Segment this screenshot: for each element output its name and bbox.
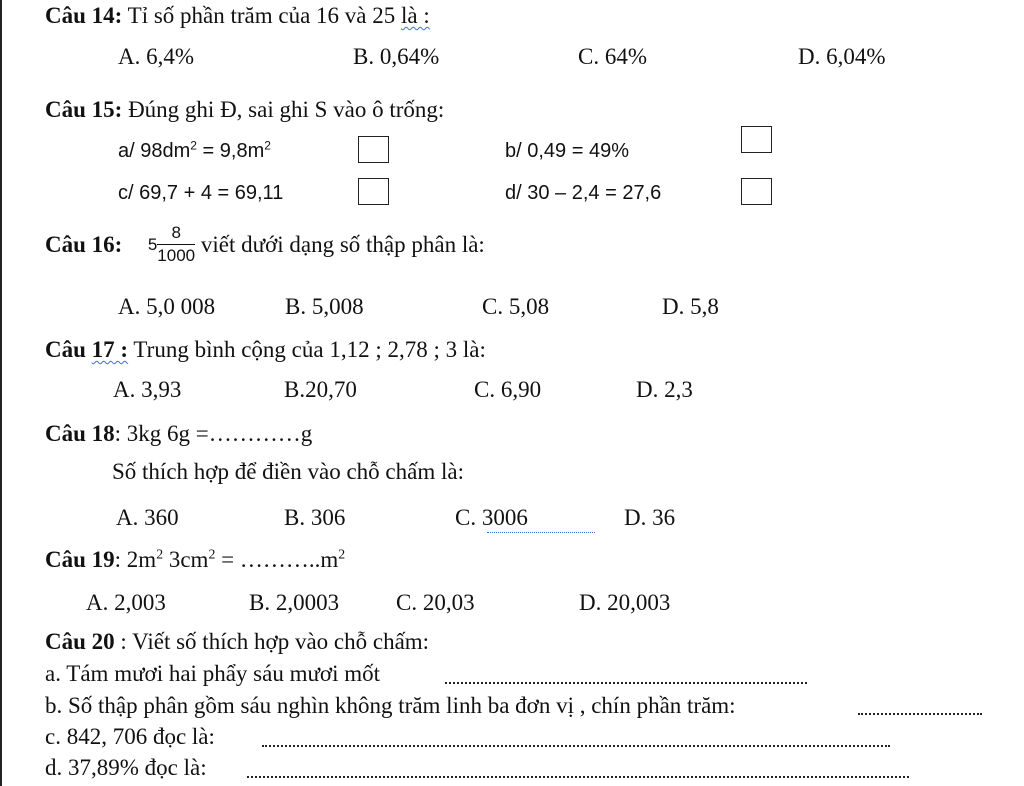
q16-text: viết dưới dạng số thập phân là:: [195, 231, 485, 257]
q18-option-c-text: C. 3006: [455, 505, 528, 530]
q17-option-c: C. 6,90: [474, 377, 542, 402]
q15-a-sup: 2: [190, 138, 197, 153]
q15-item-d: d/ 30 – 2,4 = 27,6: [505, 182, 662, 204]
q20-answer-line-a[interactable]: [445, 681, 807, 684]
q19-sup-b: 2: [208, 546, 216, 562]
q20-item-c: c. 842, 706 đọc là:: [45, 724, 215, 749]
q15-answer-box-a[interactable]: [358, 136, 389, 163]
q14-label: Câu 14:: [45, 3, 123, 28]
q20-answer-line-d[interactable]: [247, 775, 909, 778]
q15-item-a: [118, 138, 271, 162]
question-15: [45, 98, 444, 121]
q19-blank[interactable]: ………..: [239, 547, 321, 572]
q18-option-a: A. 360: [116, 505, 179, 530]
q18-option-d: D. 36: [624, 505, 676, 530]
q15-label: Câu 15:: [45, 97, 123, 122]
q18-prompt: Số thích hợp để điền vào chỗ chấm là:: [112, 459, 464, 484]
q17-option-a: A. 3,93: [113, 377, 182, 402]
q20-text: : Viết số thích hợp vào chỗ chấm:: [120, 629, 430, 654]
q16-option-a: A. 5,0 008: [118, 294, 216, 319]
q17-option-b: B.20,70: [284, 377, 357, 402]
q15-text: Đúng ghi Đ, sai ghi S vào ô trống:: [122, 97, 445, 122]
q15-a-prefix: a/: [118, 140, 141, 162]
q16-option-d: D. 5,8: [662, 294, 719, 319]
q14-option-a: A. 6,4%: [118, 44, 195, 69]
q17-text: Trung bình cộng của 1,12 ; 2,78 ; 3 là:: [128, 337, 486, 362]
q20-item-b: b. Số thập phân gồm sáu nghìn không trăm linh ba đơn vị , chín phần trăm:: [45, 693, 736, 718]
q15-answer-box-b[interactable]: [741, 126, 772, 153]
q16-fraction: [157, 224, 195, 265]
q17-label: [45, 337, 128, 362]
q19-text-a: : 2m: [114, 547, 157, 572]
q19-sup-a: 2: [156, 546, 164, 562]
q18-option-b: B. 306: [284, 505, 346, 530]
q18-blank[interactable]: …………: [208, 421, 301, 446]
q20-label: Câu 20: [45, 629, 121, 654]
q20-answer-line-b[interactable]: [858, 712, 982, 715]
q16-whole: 5: [147, 234, 158, 254]
q20-item-a: a. Tám mươi hai phẩy sáu mươi mốt: [45, 661, 381, 686]
q14-text: Tỉ số phần trăm của 16 và 25: [122, 3, 402, 28]
q19-text-c: =: [215, 547, 240, 572]
q15-a-sup2: 2: [264, 138, 271, 153]
question-17: [45, 338, 486, 361]
q17-label-number: 17 :: [91, 337, 129, 362]
q15-a-right: = 9,8m: [196, 140, 265, 162]
q20-answer-line-c[interactable]: [262, 744, 890, 747]
q16-numerator: 8: [157, 224, 195, 245]
q19-option-b: B. 2,0003: [249, 590, 340, 615]
q19-label: Câu 19: [45, 547, 115, 572]
q17-option-d: D. 2,3: [636, 377, 693, 402]
q18-option-c-squiggle: [487, 528, 595, 533]
q14-option-d: D. 6,04%: [798, 44, 886, 69]
q17-label-prefix: Câu: [45, 337, 92, 362]
q18-label: Câu 18: [45, 421, 115, 446]
q15-item-b: b/ 0,49 = 49%: [505, 140, 629, 162]
q15-a-left: 98dm: [140, 140, 191, 162]
q14-option-c: C. 64%: [578, 44, 647, 69]
q19-text-b: 3cm: [163, 547, 209, 572]
q19-unit-sup: 2: [338, 546, 346, 562]
q15-item-c: c/ 69,7 + 4 = 69,11: [118, 182, 284, 204]
question-16: [45, 224, 485, 265]
question-20: [45, 630, 429, 653]
q18-option-c: [455, 506, 528, 529]
q15-answer-box-c[interactable]: [358, 178, 389, 205]
q16-denominator: 1000: [157, 245, 196, 265]
q16-option-b: B. 5,008: [285, 294, 364, 319]
q18-unit: g: [300, 421, 313, 446]
q18-text: : 3kg 6g =: [114, 421, 209, 446]
q15-answer-box-d[interactable]: [741, 178, 772, 205]
question-19: [45, 548, 345, 571]
q14-text-marked: là :: [401, 3, 430, 28]
q19-option-d: D. 20,003: [579, 590, 671, 615]
page-left-border: [0, 0, 2, 786]
q16-label: Câu 16:: [45, 231, 123, 257]
q14-option-b: B. 0,64%: [353, 44, 440, 69]
q19-option-a: A. 2,003: [86, 590, 166, 615]
q16-option-c: C. 5,08: [482, 294, 550, 319]
q19-option-c: C. 20,03: [396, 590, 475, 615]
q19-unit: m: [320, 547, 339, 572]
question-18: [45, 422, 312, 445]
question-14: [45, 4, 430, 27]
q20-item-d: d. 37,89% đọc là:: [45, 755, 207, 780]
